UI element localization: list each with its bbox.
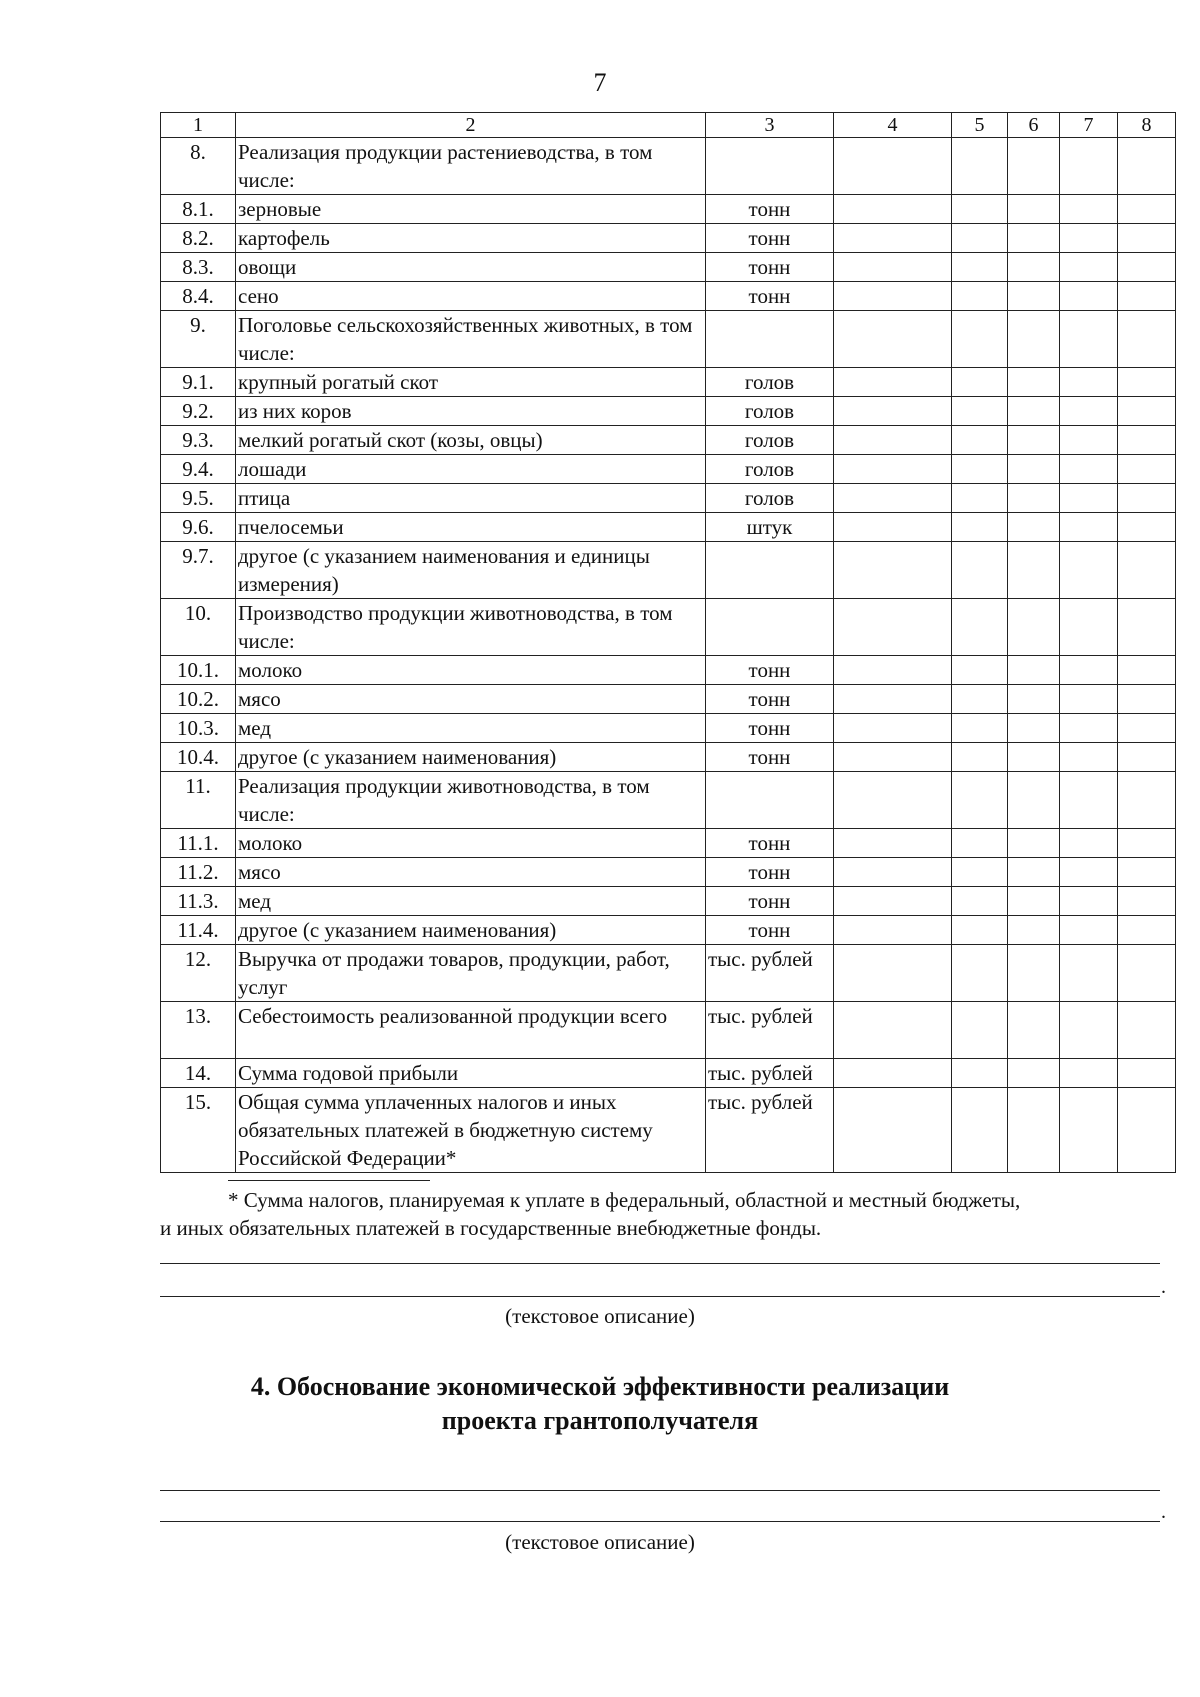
value-cell-col-4[interactable] <box>834 743 952 772</box>
value-cell-col-7[interactable] <box>1060 1088 1118 1173</box>
row-number: 11.4. <box>161 916 236 945</box>
table-row <box>161 1088 1176 1173</box>
unit-of-measure: тыс. рублей <box>706 1088 834 1173</box>
value-cell-col-8[interactable] <box>1118 311 1176 368</box>
indicator-name: пчелосемьи <box>236 513 706 542</box>
table-row <box>161 138 1176 195</box>
value-cell-col-5[interactable] <box>952 484 1008 513</box>
value-cell-col-7[interactable] <box>1060 224 1118 253</box>
table-row <box>161 685 1176 714</box>
table-row <box>161 829 1176 858</box>
unit-of-measure: тонн <box>706 916 834 945</box>
value-cell-col-6[interactable] <box>1008 858 1060 887</box>
indicator-name: Производство продукции животноводства, в том числе: <box>236 599 706 656</box>
unit-of-measure: голов <box>706 484 834 513</box>
unit-of-measure: тонн <box>706 685 834 714</box>
value-cell-col-8[interactable] <box>1118 887 1176 916</box>
indicator-name: картофель <box>236 224 706 253</box>
unit-of-measure: тонн <box>706 253 834 282</box>
value-cell-col-8[interactable] <box>1118 714 1176 743</box>
indicator-name: овощи <box>236 253 706 282</box>
table-row <box>161 1059 1176 1088</box>
unit-of-measure: тонн <box>706 282 834 311</box>
line-end-mark: . <box>1161 1276 1166 1298</box>
row-number: 9.3. <box>161 426 236 455</box>
value-cell-col-5[interactable] <box>952 685 1008 714</box>
section-heading-line-2: проекта грантополучателя <box>441 1406 759 1435</box>
table-row <box>161 743 1176 772</box>
col-header: 8 <box>1118 113 1176 138</box>
value-cell-col-7[interactable] <box>1060 195 1118 224</box>
value-cell-col-6[interactable] <box>1008 1002 1060 1059</box>
value-cell-col-4[interactable] <box>834 887 952 916</box>
footnote-line-1: * Сумма налогов, планируемая к уплате в федеральный, областной и местный бюджеты, <box>228 1188 1021 1212</box>
row-number: 15. <box>161 1088 236 1173</box>
value-cell-col-6[interactable] <box>1008 513 1060 542</box>
indicator-name: мясо <box>236 858 706 887</box>
value-cell-col-8[interactable] <box>1118 253 1176 282</box>
value-cell-col-6[interactable] <box>1008 829 1060 858</box>
indicator-name: другое (с указанием наименования и единицы измерения) <box>236 542 706 599</box>
value-cell-col-4[interactable] <box>834 426 952 455</box>
row-number: 12. <box>161 945 236 1002</box>
indicator-name: из них коров <box>236 397 706 426</box>
value-cell-col-8[interactable] <box>1118 513 1176 542</box>
row-number: 11.2. <box>161 858 236 887</box>
value-cell-col-8[interactable] <box>1118 1059 1176 1088</box>
table-row <box>161 542 1176 599</box>
value-cell-col-6[interactable] <box>1008 685 1060 714</box>
unit-of-measure: штук <box>706 513 834 542</box>
value-cell-col-5[interactable] <box>952 253 1008 282</box>
value-cell-col-7[interactable] <box>1060 743 1118 772</box>
indicator-name: Выручка от продажи товаров, продукции, работ, услуг <box>236 945 706 1002</box>
value-cell-col-4[interactable] <box>834 397 952 426</box>
indicator-name: мясо <box>236 685 706 714</box>
table-row <box>161 311 1176 368</box>
text-description-caption: (текстовое описание) <box>505 1304 695 1328</box>
value-cell-col-5[interactable] <box>952 195 1008 224</box>
col-header: 2 <box>236 113 706 138</box>
indicator-name: лошади <box>236 455 706 484</box>
value-cell-col-8[interactable] <box>1118 945 1176 1002</box>
value-cell-col-7[interactable] <box>1060 656 1118 685</box>
row-number: 14. <box>161 1059 236 1088</box>
table-row <box>161 1002 1176 1059</box>
unit-of-measure: тыс. рублей <box>706 1002 834 1059</box>
value-cell-col-7[interactable] <box>1060 945 1118 1002</box>
value-cell-col-7[interactable] <box>1060 1002 1118 1059</box>
value-cell-col-6[interactable] <box>1008 397 1060 426</box>
row-number: 8.2. <box>161 224 236 253</box>
value-cell-col-4[interactable] <box>834 1088 952 1173</box>
value-cell-col-4[interactable] <box>834 138 952 195</box>
value-cell-col-5[interactable] <box>952 282 1008 311</box>
value-cell-col-8[interactable] <box>1118 829 1176 858</box>
value-cell-col-7[interactable] <box>1060 1059 1118 1088</box>
table-row <box>161 282 1176 311</box>
unit-of-measure: голов <box>706 397 834 426</box>
text-description-caption: (текстовое описание) <box>505 1530 695 1554</box>
indicator-name: молоко <box>236 829 706 858</box>
unit-of-measure <box>706 599 834 656</box>
table-row <box>161 945 1176 1002</box>
page-number: 7 <box>593 68 607 97</box>
value-cell-col-6[interactable] <box>1008 743 1060 772</box>
indicator-name: Поголовье сельскохозяйственных животных, в том числе: <box>236 311 706 368</box>
indicator-name: мелкий рогатый скот (козы, овцы) <box>236 426 706 455</box>
row-number: 11.3. <box>161 887 236 916</box>
value-cell-col-5[interactable] <box>952 311 1008 368</box>
value-cell-col-7[interactable] <box>1060 599 1118 656</box>
value-cell-col-8[interactable] <box>1118 138 1176 195</box>
value-cell-col-4[interactable] <box>834 945 952 1002</box>
value-cell-col-7[interactable] <box>1060 916 1118 945</box>
table-row <box>161 484 1176 513</box>
value-cell-col-4[interactable] <box>834 772 952 829</box>
col-header: 3 <box>706 113 834 138</box>
section-heading-line-1: 4. Обоснование экономической эффективности реализации <box>250 1372 950 1401</box>
value-cell-col-7[interactable] <box>1060 282 1118 311</box>
unit-of-measure <box>706 311 834 368</box>
value-cell-col-5[interactable] <box>952 599 1008 656</box>
row-number: 8.4. <box>161 282 236 311</box>
footnote <box>160 1186 1175 1242</box>
col-header: 7 <box>1060 113 1118 138</box>
row-number: 9.5. <box>161 484 236 513</box>
value-cell-col-6[interactable] <box>1008 887 1060 916</box>
row-number: 11. <box>161 772 236 829</box>
row-number: 13. <box>161 1002 236 1059</box>
value-cell-col-5[interactable] <box>952 542 1008 599</box>
unit-of-measure <box>706 542 834 599</box>
table-row <box>161 253 1176 282</box>
unit-of-measure: тыс. рублей <box>706 945 834 1002</box>
value-cell-col-5[interactable] <box>952 397 1008 426</box>
value-cell-col-8[interactable] <box>1118 368 1176 397</box>
unit-of-measure: голов <box>706 426 834 455</box>
value-cell-col-8[interactable] <box>1118 685 1176 714</box>
table-row <box>161 195 1176 224</box>
indicator-name: Сумма годовой прибыли <box>236 1059 706 1088</box>
row-number: 9.6. <box>161 513 236 542</box>
row-number: 9.1. <box>161 368 236 397</box>
text-line <box>160 1296 1160 1297</box>
value-cell-col-8[interactable] <box>1118 599 1176 656</box>
value-cell-col-4[interactable] <box>834 282 952 311</box>
indicator-name: Общая сумма уплаченных налогов и иных обязательных платежей в бюджетную систему Российской Федерации* <box>236 1088 706 1173</box>
table-row <box>161 656 1176 685</box>
value-cell-col-6[interactable] <box>1008 1059 1060 1088</box>
value-cell-col-4[interactable] <box>834 599 952 656</box>
table-row <box>161 513 1176 542</box>
value-cell-col-7[interactable] <box>1060 397 1118 426</box>
table-row <box>161 368 1176 397</box>
table-row <box>161 858 1176 887</box>
value-cell-col-8[interactable] <box>1118 743 1176 772</box>
value-cell-col-7[interactable] <box>1060 685 1118 714</box>
value-cell-col-6[interactable] <box>1008 484 1060 513</box>
value-cell-col-8[interactable] <box>1118 455 1176 484</box>
col-header: 5 <box>952 113 1008 138</box>
row-number: 10. <box>161 599 236 656</box>
row-number: 9.4. <box>161 455 236 484</box>
value-cell-col-6[interactable] <box>1008 195 1060 224</box>
value-cell-col-4[interactable] <box>834 455 952 484</box>
unit-of-measure: голов <box>706 368 834 397</box>
indicator-name: мед <box>236 714 706 743</box>
value-cell-col-7[interactable] <box>1060 368 1118 397</box>
value-cell-col-8[interactable] <box>1118 195 1176 224</box>
value-cell-col-7[interactable] <box>1060 426 1118 455</box>
table-row <box>161 772 1176 829</box>
value-cell-col-8[interactable] <box>1118 772 1176 829</box>
indicator-name: другое (с указанием наименования) <box>236 916 706 945</box>
indicators-table <box>160 112 1176 1173</box>
unit-of-measure: тонн <box>706 829 834 858</box>
unit-of-measure: тыс. рублей <box>706 1059 834 1088</box>
value-cell-col-6[interactable] <box>1008 138 1060 195</box>
value-cell-col-5[interactable] <box>952 455 1008 484</box>
value-cell-col-5[interactable] <box>952 656 1008 685</box>
indicator-name: крупный рогатый скот <box>236 368 706 397</box>
value-cell-col-4[interactable] <box>834 858 952 887</box>
row-number: 11.1. <box>161 829 236 858</box>
row-number: 10.1. <box>161 656 236 685</box>
footnote-line-2: и иных обязательных платежей в государственные внебюджетные фонды. <box>160 1216 822 1240</box>
row-number: 10.3. <box>161 714 236 743</box>
row-number: 8. <box>161 138 236 195</box>
value-cell-col-5[interactable] <box>952 426 1008 455</box>
value-cell-col-5[interactable] <box>952 1088 1008 1173</box>
value-cell-col-5[interactable] <box>952 916 1008 945</box>
value-cell-col-4[interactable] <box>834 916 952 945</box>
value-cell-col-6[interactable] <box>1008 656 1060 685</box>
indicator-name: молоко <box>236 656 706 685</box>
value-cell-col-5[interactable] <box>952 858 1008 887</box>
indicator-name: птица <box>236 484 706 513</box>
indicator-name: Реализация продукции животноводства, в том числе: <box>236 772 706 829</box>
value-cell-col-6[interactable] <box>1008 455 1060 484</box>
value-cell-col-7[interactable] <box>1060 513 1118 542</box>
value-cell-col-5[interactable] <box>952 368 1008 397</box>
value-cell-col-4[interactable] <box>834 656 952 685</box>
unit-of-measure: тонн <box>706 743 834 772</box>
value-cell-col-8[interactable] <box>1118 1002 1176 1059</box>
table-row <box>161 224 1176 253</box>
indicator-name: Реализация продукции растениеводства, в том числе: <box>236 138 706 195</box>
value-cell-col-5[interactable] <box>952 1059 1008 1088</box>
value-cell-col-7[interactable] <box>1060 311 1118 368</box>
value-cell-col-8[interactable] <box>1118 858 1176 887</box>
value-cell-col-7[interactable] <box>1060 455 1118 484</box>
value-cell-col-5[interactable] <box>952 513 1008 542</box>
unit-of-measure <box>706 772 834 829</box>
value-cell-col-8[interactable] <box>1118 426 1176 455</box>
value-cell-col-7[interactable] <box>1060 829 1118 858</box>
value-cell-col-4[interactable] <box>834 829 952 858</box>
section-heading <box>0 1370 1200 1438</box>
value-cell-col-7[interactable] <box>1060 887 1118 916</box>
value-cell-col-7[interactable] <box>1060 542 1118 599</box>
value-cell-col-8[interactable] <box>1118 397 1176 426</box>
value-cell-col-6[interactable] <box>1008 542 1060 599</box>
value-cell-col-5[interactable] <box>952 714 1008 743</box>
value-cell-col-8[interactable] <box>1118 282 1176 311</box>
value-cell-col-7[interactable] <box>1060 714 1118 743</box>
row-number: 8.1. <box>161 195 236 224</box>
unit-of-measure: тонн <box>706 714 834 743</box>
table-row <box>161 397 1176 426</box>
value-cell-col-5[interactable] <box>952 224 1008 253</box>
table-row <box>161 714 1176 743</box>
value-cell-col-8[interactable] <box>1118 916 1176 945</box>
value-cell-col-6[interactable] <box>1008 426 1060 455</box>
value-cell-col-8[interactable] <box>1118 1088 1176 1173</box>
value-cell-col-7[interactable] <box>1060 253 1118 282</box>
col-header: 1 <box>161 113 236 138</box>
row-number: 8.3. <box>161 253 236 282</box>
value-cell-col-6[interactable] <box>1008 253 1060 282</box>
unit-of-measure: тонн <box>706 656 834 685</box>
value-cell-col-6[interactable] <box>1008 282 1060 311</box>
unit-of-measure: тонн <box>706 858 834 887</box>
value-cell-col-5[interactable] <box>952 829 1008 858</box>
value-cell-col-7[interactable] <box>1060 858 1118 887</box>
value-cell-col-6[interactable] <box>1008 368 1060 397</box>
table-row <box>161 599 1176 656</box>
value-cell-col-4[interactable] <box>834 311 952 368</box>
table-row <box>161 887 1176 916</box>
table-header-row <box>161 113 1176 138</box>
value-cell-col-5[interactable] <box>952 138 1008 195</box>
value-cell-col-4[interactable] <box>834 1059 952 1088</box>
value-cell-col-5[interactable] <box>952 1002 1008 1059</box>
value-cell-col-5[interactable] <box>952 743 1008 772</box>
value-cell-col-8[interactable] <box>1118 656 1176 685</box>
indicator-name: мед <box>236 887 706 916</box>
text-line <box>160 1521 1160 1522</box>
table-row <box>161 426 1176 455</box>
value-cell-col-4[interactable] <box>834 253 952 282</box>
value-cell-col-4[interactable] <box>834 714 952 743</box>
value-cell-col-6[interactable] <box>1008 1088 1060 1173</box>
indicator-name: сено <box>236 282 706 311</box>
value-cell-col-6[interactable] <box>1008 599 1060 656</box>
value-cell-col-4[interactable] <box>834 542 952 599</box>
value-cell-col-6[interactable] <box>1008 311 1060 368</box>
value-cell-col-7[interactable] <box>1060 138 1118 195</box>
text-line <box>160 1263 1160 1264</box>
table-row <box>161 916 1176 945</box>
col-header: 6 <box>1008 113 1060 138</box>
line-end-mark: . <box>1161 1501 1166 1523</box>
indicator-name: зерновые <box>236 195 706 224</box>
value-cell-col-7[interactable] <box>1060 772 1118 829</box>
value-cell-col-6[interactable] <box>1008 772 1060 829</box>
value-cell-col-6[interactable] <box>1008 714 1060 743</box>
col-header: 4 <box>834 113 952 138</box>
value-cell-col-6[interactable] <box>1008 945 1060 1002</box>
value-cell-col-4[interactable] <box>834 1002 952 1059</box>
value-cell-col-6[interactable] <box>1008 224 1060 253</box>
row-number: 10.4. <box>161 743 236 772</box>
row-number: 10.2. <box>161 685 236 714</box>
row-number: 9.2. <box>161 397 236 426</box>
value-cell-col-5[interactable] <box>952 887 1008 916</box>
value-cell-col-8[interactable] <box>1118 224 1176 253</box>
value-cell-col-4[interactable] <box>834 224 952 253</box>
value-cell-col-7[interactable] <box>1060 484 1118 513</box>
text-line <box>160 1490 1160 1491</box>
value-cell-col-4[interactable] <box>834 513 952 542</box>
unit-of-measure: тонн <box>706 195 834 224</box>
row-number: 9. <box>161 311 236 368</box>
value-cell-col-5[interactable] <box>952 772 1008 829</box>
table-body <box>161 138 1176 1173</box>
unit-of-measure: тонн <box>706 224 834 253</box>
indicator-name: другое (с указанием наименования) <box>236 743 706 772</box>
table-row <box>161 455 1176 484</box>
value-cell-col-4[interactable] <box>834 685 952 714</box>
value-cell-col-8[interactable] <box>1118 484 1176 513</box>
value-cell-col-4[interactable] <box>834 195 952 224</box>
footnote-rule <box>228 1180 430 1181</box>
row-number: 9.7. <box>161 542 236 599</box>
unit-of-measure: голов <box>706 455 834 484</box>
value-cell-col-4[interactable] <box>834 368 952 397</box>
value-cell-col-8[interactable] <box>1118 542 1176 599</box>
value-cell-col-4[interactable] <box>834 484 952 513</box>
unit-of-measure <box>706 138 834 195</box>
value-cell-col-6[interactable] <box>1008 916 1060 945</box>
unit-of-measure: тонн <box>706 887 834 916</box>
value-cell-col-5[interactable] <box>952 945 1008 1002</box>
indicator-name: Себестоимость реализованной продукции всего <box>236 1002 706 1059</box>
